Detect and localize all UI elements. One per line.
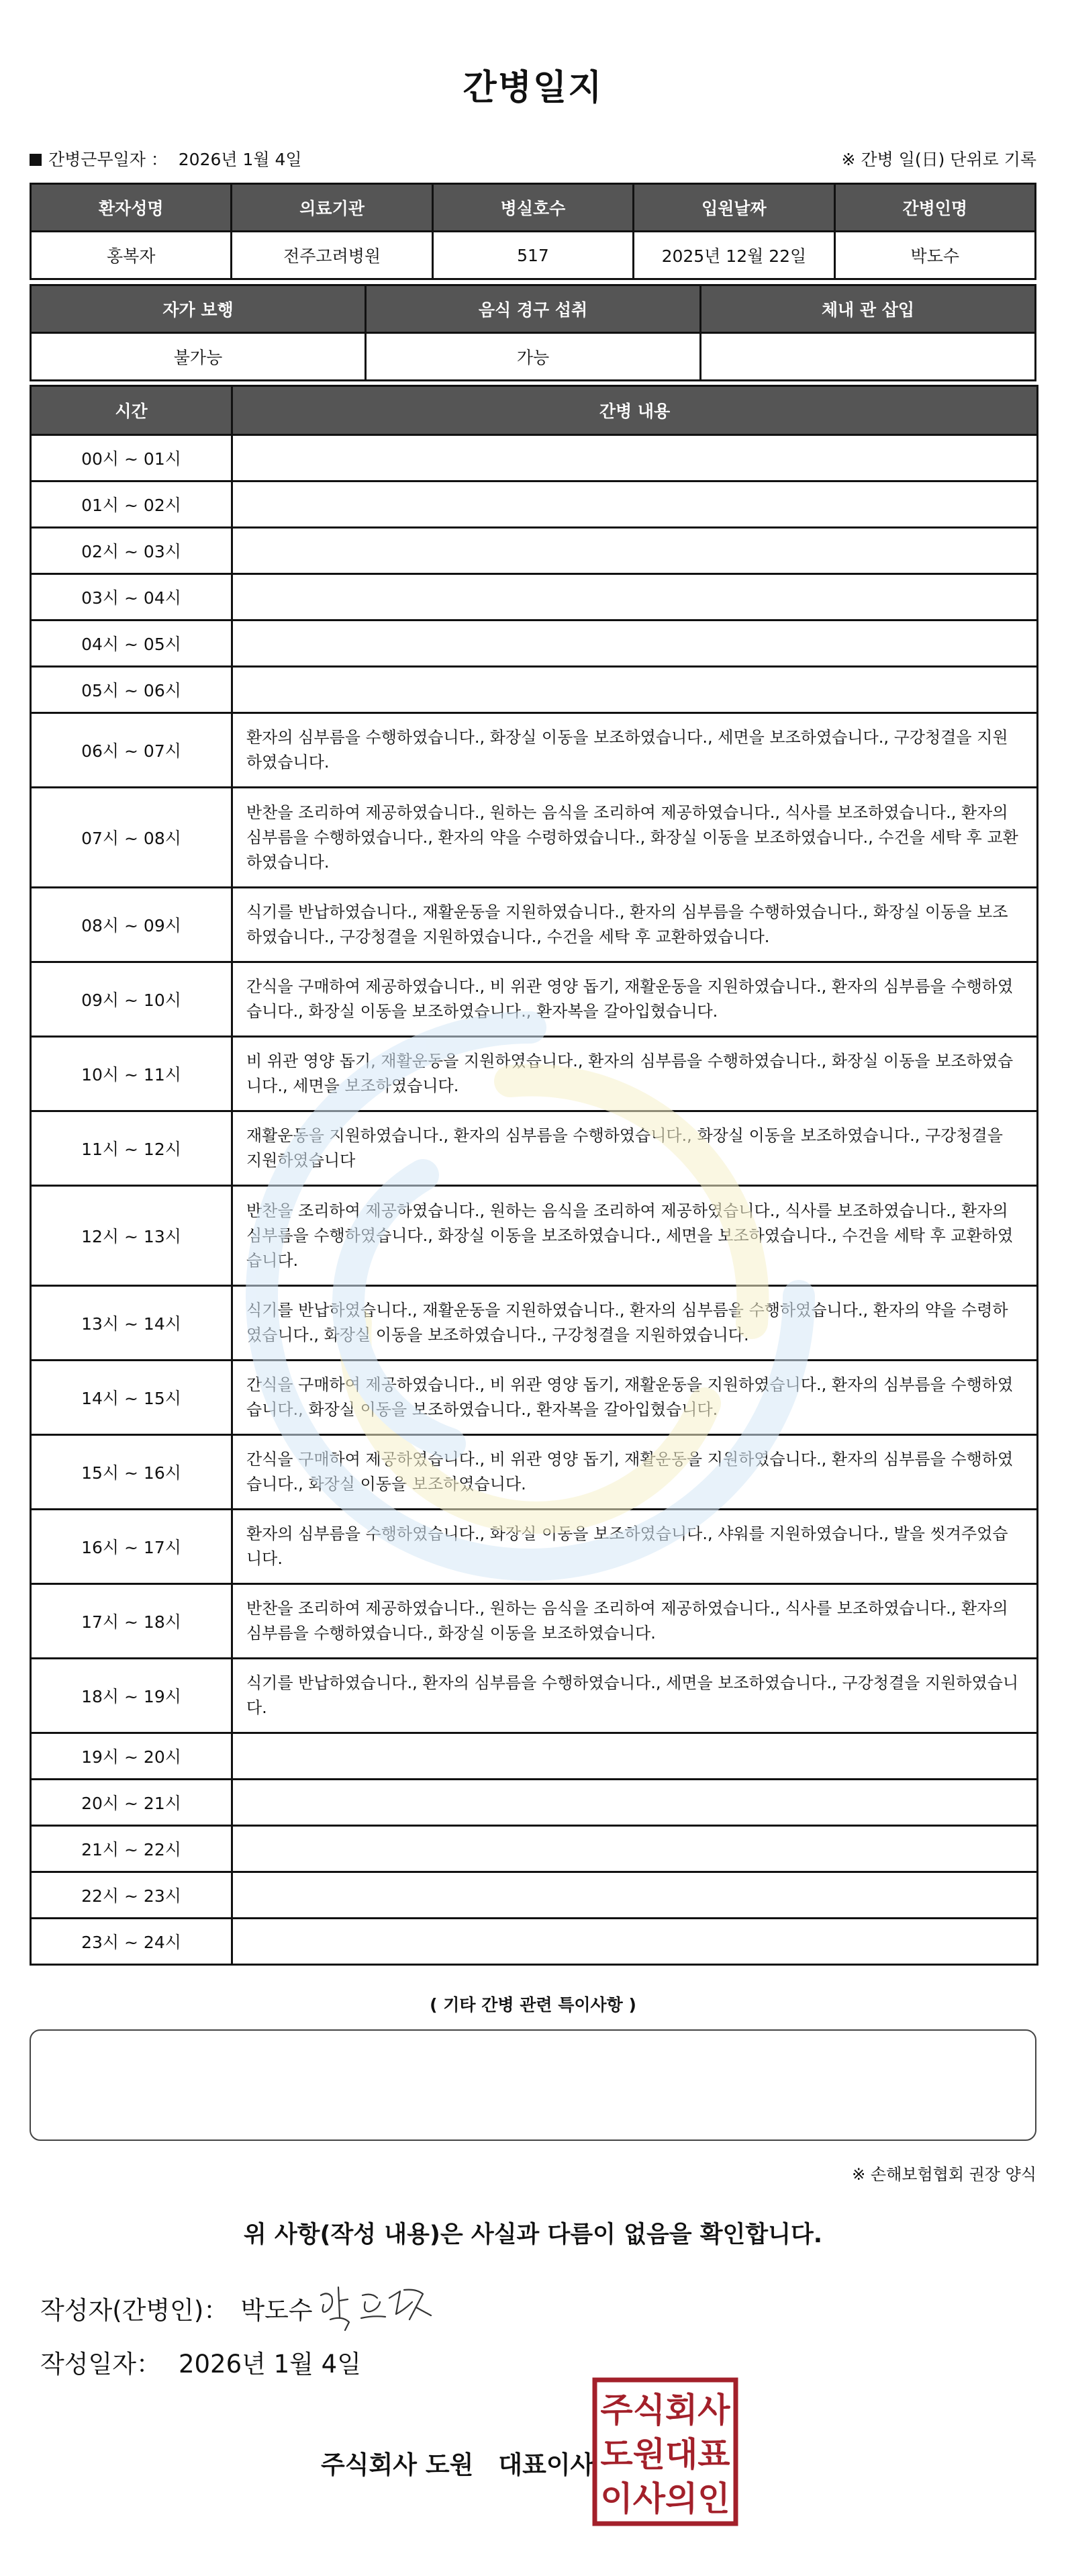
header-self-walking: 자가 보행 [31,285,366,333]
header-tube-insertion: 체내 관 삽입 [701,285,1036,333]
hospital: 전주고려병원 [232,232,432,279]
content-cell: 반찬을 조리하여 제공하였습니다., 원하는 음식을 조리하여 제공하였습니다., 식사를 보조하였습니다., 환자의 심부름을 수행하였습니다., 화장실 이동을 보조하였습니다., 세면을 보조하였습니다., 수건을 세탁 후 교환하였습니다. [232,1186,1038,1286]
table-row [31,435,1038,481]
seal-line-3: 이사의인 [600,2479,730,2518]
time-cell: 19시 ~ 20시 [31,1733,232,1780]
caregiver-name: 박도수 [834,232,1035,279]
notes-title: ( 기타 간병 관련 특이사항 ) [430,1995,636,2015]
patient-info-table [30,183,1036,280]
header-patient-name: 환자성명 [31,184,232,232]
table-row [31,1435,1038,1510]
seal-line-1: 주식회사 [600,2391,730,2430]
time-cell: 14시 ~ 15시 [31,1361,232,1435]
table-row [31,888,1038,962]
admission-date: 2025년 12월 22일 [634,232,834,279]
care-status-table [30,284,1036,381]
write-date-value: 2026년 1월 4일 [178,2350,361,2379]
table-row [31,574,1038,620]
header-caregiver-name: 간병인명 [834,184,1035,232]
content-cell [232,481,1038,528]
time-cell: 06시 ~ 07시 [31,713,232,788]
tube-insertion-value [701,333,1036,381]
handwritten-signature-icon [316,2275,450,2336]
table-row [31,1037,1038,1111]
time-cell: 04시 ~ 05시 [31,620,232,667]
content-cell: 비 위관 영양 돕기, 재활운동을 지원하였습니다., 환자의 심부름을 수행하였습니다., 화장실 이동을 보조하였습니다., 세면을 보조하였습니다. [232,1037,1038,1111]
content-cell [232,435,1038,481]
writer-name: 박도수 [240,2296,313,2325]
work-date [30,146,302,171]
content-cell: 식기를 반납하였습니다., 재활운동을 지원하였습니다., 환자의 심부름을 수행하였습니다., 화장실 이동을 보조하였습니다., 구강청결을 지원하였습니다., 수건을 세탁 후 교환하였습니다. [232,888,1038,962]
header-hospital: 의료기관 [232,184,432,232]
content-cell: 식기를 반납하였습니다., 환자의 심부름을 수행하였습니다., 세면을 보조하였습니다., 구강청결을 지원하였습니다. [232,1659,1038,1733]
company-seal-icon [592,2377,738,2526]
content-cell [232,667,1038,713]
content-cell: 반찬을 조리하여 제공하였습니다., 원하는 음식을 조리하여 제공하였습니다., 식사를 보조하였습니다., 환자의 심부름을 수행하였습니다., 화장실 이동을 보조하였습니다. [232,1584,1038,1659]
table-row [31,713,1038,788]
time-cell: 03시 ~ 04시 [31,574,232,620]
content-cell: 간식을 구매하여 제공하였습니다., 비 위관 영양 돕기, 재활운동을 지원하였습니다., 환자의 심부름을 수행하였습니다., 화장실 이동을 보조하였습니다., 환자복을 갈아입혔습니다. [232,962,1038,1037]
content-cell [232,574,1038,620]
table-row [31,1872,1038,1919]
time-cell: 21시 ~ 22시 [31,1826,232,1872]
header-admission-date: 입원날짜 [634,184,834,232]
content-cell: 재활운동을 지원하였습니다., 환자의 심부름을 수행하였습니다., 화장실 이동을 보조하였습니다., 구강청결을 지원하였습니다 [232,1111,1038,1186]
table-row [31,1186,1038,1286]
time-cell: 20시 ~ 21시 [31,1780,232,1826]
content-cell [232,1733,1038,1780]
time-cell: 11시 ~ 12시 [31,1111,232,1186]
content-cell [232,1919,1038,1965]
confirmation-text: 위 사항(작성 내용)은 사실과 다름이 없음을 확인합니다. [243,2221,823,2248]
content-cell: 환자의 심부름을 수행하였습니다., 화장실 이동을 보조하였습니다., 샤워를 지원하였습니다., 발을 씻겨주었습니다. [232,1510,1038,1584]
table-row [31,481,1038,528]
content-cell [232,1826,1038,1872]
self-walking-value: 불가능 [31,333,366,381]
table-row [31,1111,1038,1186]
table-row [31,1584,1038,1659]
time-cell: 00시 ~ 01시 [31,435,232,481]
notes-box [30,2029,1036,2141]
table-row [31,1510,1038,1584]
page-title: 간병일지 [463,68,603,108]
oral-intake-value: 가능 [366,333,701,381]
content-cell: 반찬을 조리하여 제공하였습니다., 원하는 음식을 조리하여 제공하였습니다., 식사를 보조하였습니다., 환자의 심부름을 수행하였습니다., 환자의 약을 수령하였습니다., 화장실 이동을 보조하였습니다., 수건을 세탁 후 교환하였습니다. [232,788,1038,888]
time-cell: 16시 ~ 17시 [31,1510,232,1584]
time-cell: 13시 ~ 14시 [31,1286,232,1361]
content-cell: 환자의 심부름을 수행하였습니다., 화장실 이동을 보조하였습니다., 세면을 보조하였습니다., 구강청결을 지원하였습니다. [232,713,1038,788]
table-row [31,1780,1038,1826]
time-cell: 10시 ~ 11시 [31,1037,232,1111]
time-cell: 17시 ~ 18시 [31,1584,232,1659]
table-row [31,528,1038,574]
work-date-value: 2026년 1월 4일 [178,150,302,169]
room-number: 517 [432,232,633,279]
header-care-content: 간병 내용 [232,386,1038,435]
content-cell [232,620,1038,667]
write-date [40,2344,361,2380]
table-row [31,620,1038,667]
time-cell: 09시 ~ 10시 [31,962,232,1037]
header-time: 시간 [31,386,232,435]
content-cell: 식기를 반납하였습니다., 재활운동을 지원하였습니다., 환자의 심부름을 수행하였습니다., 환자의 약을 수령하였습니다., 화장실 이동을 보조하였습니다., 구강청결을 지원하였습니다. [232,1286,1038,1361]
content-cell: 간식을 구매하여 제공하였습니다., 비 위관 영양 돕기, 재활운동을 지원하였습니다., 환자의 심부름을 수행하였습니다., 화장실 이동을 보조하였습니다. [232,1435,1038,1510]
time-cell: 05시 ~ 06시 [31,667,232,713]
care-log-table [30,385,1038,1966]
company-representative: 주식회사 도원 대표이사 [321,2450,595,2479]
write-date-label: 작성일자： [40,2350,161,2379]
content-cell: 간식을 구매하여 제공하였습니다., 비 위관 영양 돕기, 재활운동을 지원하였습니다., 환자의 심부름을 수행하였습니다., 화장실 이동을 보조하였습니다., 환자복을 갈아입혔습니다. [232,1361,1038,1435]
time-cell: 07시 ~ 08시 [31,788,232,888]
table-row [31,1826,1038,1872]
content-cell [232,528,1038,574]
seal-line-2: 도원대표 [600,2435,730,2474]
form-notice: ※ 손해보험협회 권장 양식 [852,2165,1036,2184]
table-row [31,1659,1038,1733]
table-row [31,1733,1038,1780]
table-row [31,962,1038,1037]
writer-label: 작성자(간병인)： [40,2296,229,2325]
writer [40,2290,313,2326]
header-room-number: 병실호수 [432,184,633,232]
content-cell [232,1780,1038,1826]
time-cell: 08시 ~ 09시 [31,888,232,962]
time-cell: 23시 ~ 24시 [31,1919,232,1965]
patient-name: 홍복자 [31,232,232,279]
header-oral-intake: 음식 경구 섭취 [366,285,701,333]
time-cell: 02시 ~ 03시 [31,528,232,574]
time-cell: 18시 ~ 19시 [31,1659,232,1733]
time-cell: 01시 ~ 02시 [31,481,232,528]
time-cell: 22시 ~ 23시 [31,1872,232,1919]
square-bullet-icon [30,154,42,166]
content-cell [232,1872,1038,1919]
table-row [31,1361,1038,1435]
work-date-label: 간병근무일자 ： [48,150,168,169]
table-row [31,788,1038,888]
record-note: ※ 간병 일(日) 단위로 기록 [841,150,1036,169]
table-row [31,1286,1038,1361]
table-row [31,667,1038,713]
time-cell: 15시 ~ 16시 [31,1435,232,1510]
table-row [31,1919,1038,1965]
time-cell: 12시 ~ 13시 [31,1186,232,1286]
